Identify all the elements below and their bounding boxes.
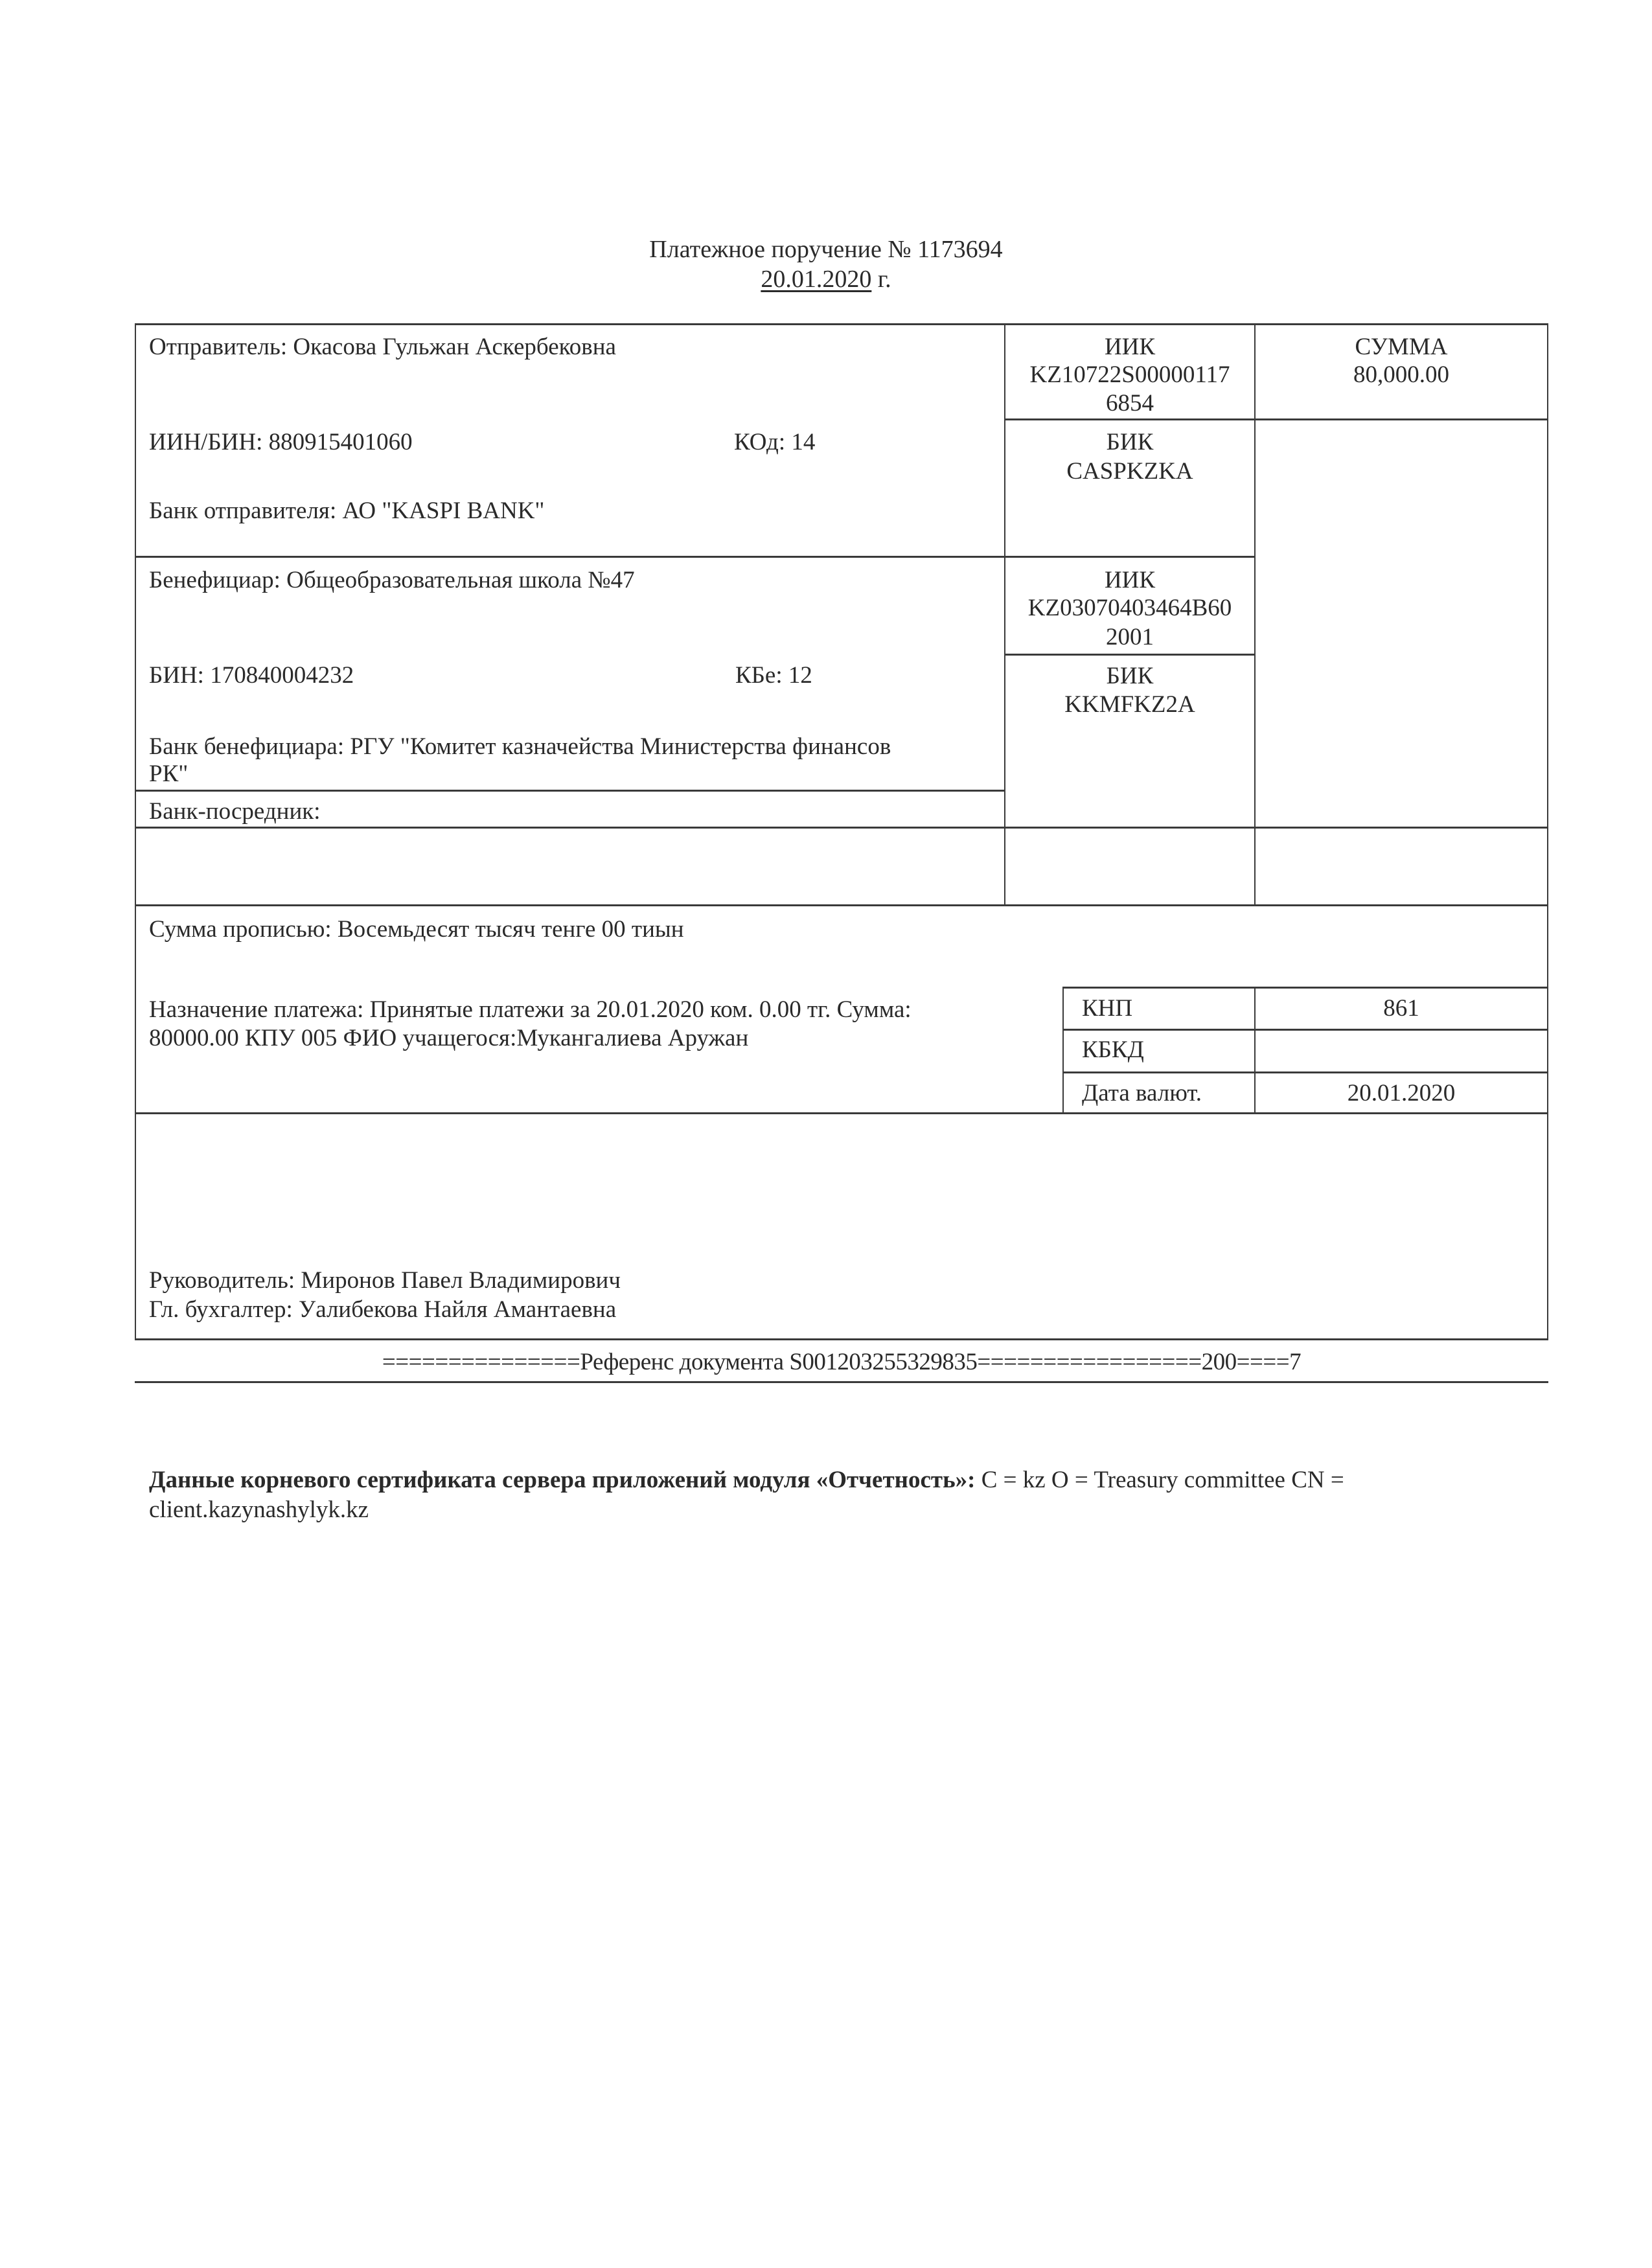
sender-iik-bik-divider bbox=[1004, 418, 1548, 420]
sender-kod: КОд: 14 bbox=[734, 429, 816, 455]
reference-underline bbox=[135, 1381, 1548, 1383]
sender-iik-label: ИИК bbox=[1104, 334, 1156, 360]
col-divider-2 bbox=[1254, 323, 1256, 906]
intermediary-bank-label: Банк-посредник: bbox=[149, 798, 321, 825]
sender-bik-label: БИК bbox=[1106, 429, 1154, 455]
document-reference: ===============Референс документа S001203255329835=================200====7 bbox=[382, 1349, 1302, 1375]
payment-purpose-line1: Назначение платежа: Принятые платежи за 20.01.2020 ком. 0.00 тг. Сумма: bbox=[149, 996, 912, 1023]
intermediary-row-bottom bbox=[135, 827, 1548, 829]
beneficiary-bin: БИН: 170840004232 bbox=[149, 662, 354, 689]
table-left-border bbox=[135, 323, 136, 1340]
codes-top bbox=[1062, 987, 1548, 989]
document-date-suffix: г. bbox=[871, 266, 891, 293]
root-certificate-info bbox=[149, 1465, 1509, 1525]
document-title: Платежное поручение № 1173694 bbox=[649, 236, 1003, 263]
beneficiary-bik-value: KKMFKZ2A bbox=[1064, 691, 1195, 718]
director-signature: Руководитель: Миронов Павел Владимирович bbox=[149, 1267, 621, 1294]
sender-section-bottom bbox=[135, 556, 1256, 558]
beneficiary-iik-bik-divider bbox=[1004, 654, 1256, 656]
sender-iik-line2: 6854 bbox=[1106, 390, 1154, 417]
code-label-knp: КНП bbox=[1082, 995, 1133, 1022]
amount-in-words: Сумма прописью: Восемьдесят тысяч тенге 00 тиын bbox=[149, 916, 684, 943]
sender-name: Отправитель: Окасова Гульжан Аскербековна bbox=[149, 334, 616, 360]
code-value-value-date: 20.01.2020 bbox=[1347, 1080, 1456, 1106]
beneficiary-bik-label: БИК bbox=[1106, 663, 1154, 689]
accountant-signature: Гл. бухгалтер: Уалибекова Найля Амантаевна bbox=[149, 1296, 617, 1323]
table-right-border bbox=[1547, 323, 1548, 1340]
empty-row-bottom bbox=[135, 904, 1548, 906]
codes-row-2-bottom bbox=[1062, 1071, 1548, 1073]
beneficiary-iik-line1: KZ03070403464B60 bbox=[1027, 595, 1232, 621]
payment-purpose-line2: 80000.00 КПУ 005 ФИО учащегося:Мукангалиева Аружан bbox=[149, 1025, 749, 1051]
code-value-knp: 861 bbox=[1383, 995, 1419, 1022]
certificate-label: Данные корневого сертификата сервера приложений модуля «Отчетность»: bbox=[149, 1467, 976, 1493]
amount-label: СУММА bbox=[1355, 334, 1448, 360]
beneficiary-kbe: КБе: 12 bbox=[735, 662, 812, 689]
table-bottom-border bbox=[135, 1338, 1548, 1340]
codes-row-1-bottom bbox=[1062, 1029, 1548, 1031]
beneficiary-iik-label: ИИК bbox=[1104, 567, 1156, 593]
sender-iik-line1: KZ10722S00000117 bbox=[1029, 361, 1230, 388]
payment-section-bottom bbox=[135, 1112, 1548, 1114]
beneficiary-bank-bottom bbox=[135, 790, 1005, 792]
document-date-value: 20.01.2020 bbox=[761, 266, 872, 293]
beneficiary-iik-line2: 2001 bbox=[1106, 624, 1154, 650]
code-label-kbkd: КБКД bbox=[1082, 1037, 1144, 1063]
sender-bank: Банк отправителя: АО "KASPI BANK" bbox=[149, 498, 545, 524]
codes-left-border bbox=[1062, 987, 1064, 1113]
document-date bbox=[0, 264, 1652, 294]
table-top-border bbox=[135, 323, 1548, 325]
beneficiary-bank-line2: РК" bbox=[149, 761, 189, 787]
sender-bik-value: CASPKZKA bbox=[1066, 458, 1193, 485]
amount-value: 80,000.00 bbox=[1353, 361, 1449, 388]
beneficiary-bank-line1: Банк бенефициара: РГУ "Комитет казначейства Министерства финансов bbox=[149, 733, 891, 760]
certificate-value: C = kz O = Treasury committee CN = client.kazynashylyk.kz bbox=[149, 1467, 1344, 1523]
sender-iin-bin: ИИН/БИН: 880915401060 bbox=[149, 429, 413, 455]
beneficiary-name: Бенефициар: Общеобразовательная школа №47 bbox=[149, 567, 635, 593]
code-label-value-date: Дата валют. bbox=[1082, 1080, 1202, 1106]
